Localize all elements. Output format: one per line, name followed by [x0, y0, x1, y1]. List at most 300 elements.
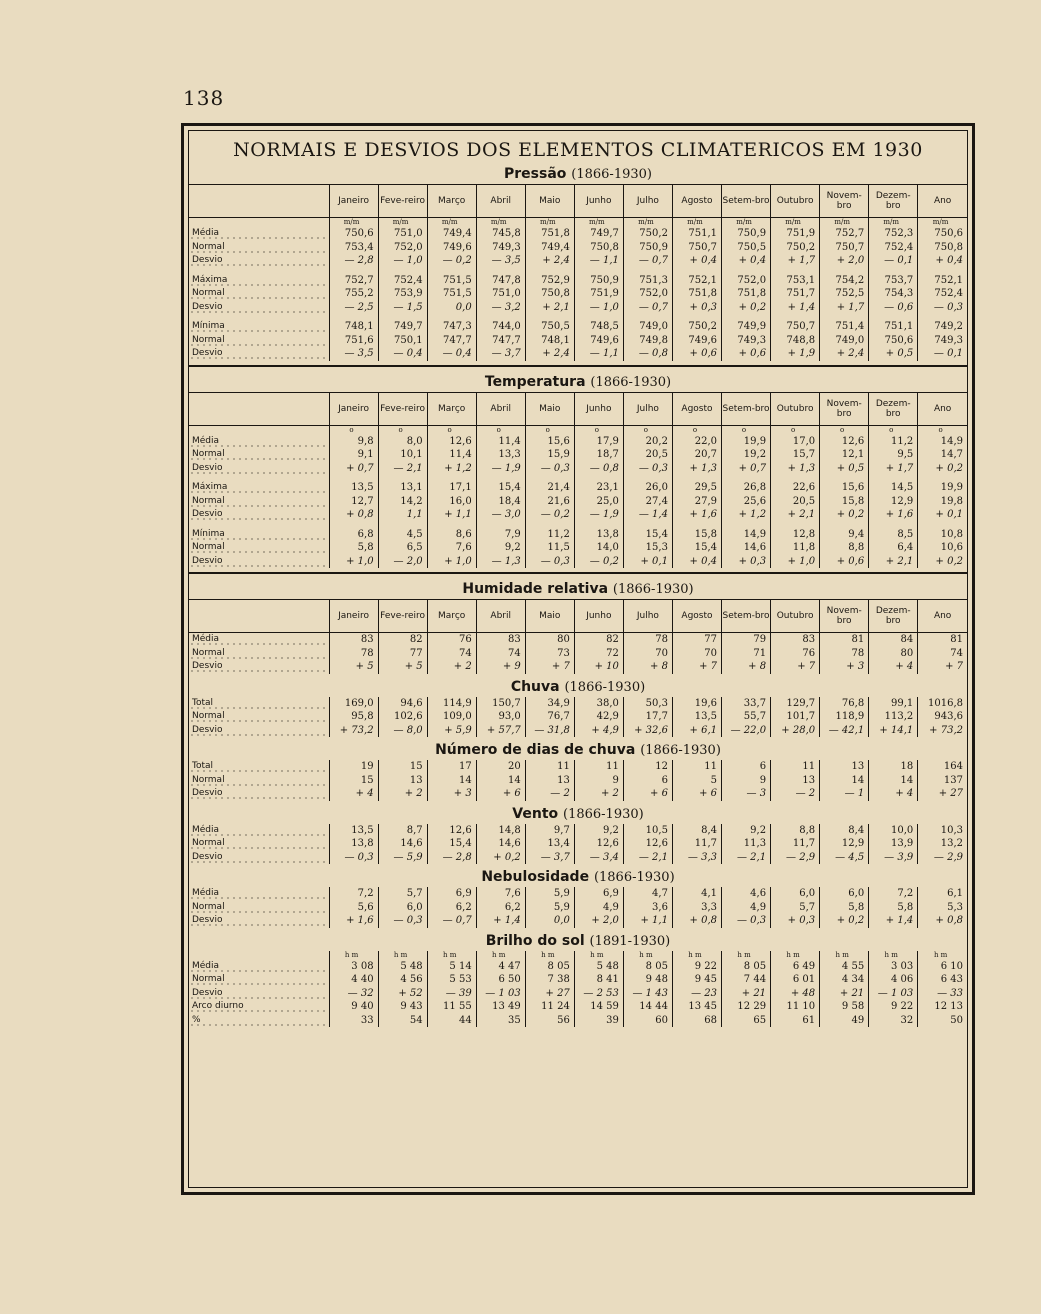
value-cell: 12,6 — [427, 435, 476, 449]
table-chuva — [189, 697, 967, 738]
value-cell: + 1,4 — [771, 301, 820, 315]
climate-table-frame — [181, 123, 975, 1195]
value-cell: 752,3 — [869, 227, 918, 241]
value-cell: 4 06 — [869, 973, 918, 987]
value-cell: 749,6 — [427, 241, 476, 255]
unit-cell: m/m — [476, 218, 525, 228]
value-cell: 11,2 — [869, 435, 918, 449]
unit-cell: o — [574, 425, 623, 435]
value-cell: 99,1 — [869, 697, 918, 711]
data-row — [189, 495, 967, 509]
table-pressao — [189, 184, 967, 361]
value-cell: 6 01 — [771, 973, 820, 987]
value-cell: 8,4 — [672, 824, 721, 838]
value-cell: 8 05 — [722, 960, 771, 974]
data-row — [189, 901, 967, 915]
unit-cell: o — [771, 425, 820, 435]
value-cell: 56 — [525, 1014, 574, 1028]
value-cell: 78 — [623, 633, 672, 647]
value-cell: 109,0 — [427, 710, 476, 724]
value-cell: 753,1 — [771, 274, 820, 288]
value-cell: 750,8 — [525, 287, 574, 301]
value-cell: 7 44 — [722, 973, 771, 987]
value-cell: 9,2 — [722, 824, 771, 838]
value-cell: — 2,0 — [378, 555, 427, 569]
month-header: Junho — [574, 392, 623, 425]
value-cell: 751,1 — [869, 320, 918, 334]
value-cell: 749,8 — [623, 334, 672, 348]
value-cell: 14,8 — [476, 824, 525, 838]
value-cell: — 0,8 — [623, 347, 672, 361]
value-cell: 7 38 — [525, 973, 574, 987]
row-label: Média — [189, 887, 329, 901]
row-label: Média — [189, 633, 329, 647]
row-label: Normal — [189, 241, 329, 255]
row-label: Desvio — [189, 987, 329, 1001]
value-cell: 26,8 — [722, 481, 771, 495]
value-cell: + 6,1 — [672, 724, 721, 738]
section-title — [189, 932, 967, 951]
value-cell: 12,7 — [329, 495, 378, 509]
value-cell: 15,9 — [525, 448, 574, 462]
data-row — [189, 660, 967, 674]
value-cell: 29,5 — [672, 481, 721, 495]
value-cell: + 9 — [476, 660, 525, 674]
value-cell: 745,8 — [476, 227, 525, 241]
value-cell: 5,9 — [525, 887, 574, 901]
value-cell: 113,2 — [869, 710, 918, 724]
unit-cell: m/m — [378, 218, 427, 228]
data-row — [189, 320, 967, 334]
row-label: Desvio — [189, 508, 329, 522]
value-cell: 14,6 — [378, 837, 427, 851]
value-cell: 11,8 — [771, 541, 820, 555]
data-row — [189, 1014, 967, 1028]
value-cell: — 1,9 — [476, 462, 525, 476]
month-header: Maio — [525, 600, 574, 633]
value-cell: + 0,1 — [918, 508, 967, 522]
value-cell: 12,8 — [771, 528, 820, 542]
section-title — [189, 365, 967, 392]
value-cell: 50 — [918, 1014, 967, 1028]
value-cell: 15,7 — [771, 448, 820, 462]
value-cell: + 2 — [378, 787, 427, 801]
value-cell: + 4 — [869, 787, 918, 801]
unit-cell: m/m — [771, 218, 820, 228]
value-cell: 9,2 — [476, 541, 525, 555]
value-cell: 9 58 — [820, 1000, 869, 1014]
value-cell: 5,8 — [820, 901, 869, 915]
value-cell: 752,4 — [869, 241, 918, 255]
value-cell: 751,1 — [672, 227, 721, 241]
unit-cell: o — [722, 425, 771, 435]
value-cell: — 0,3 — [525, 555, 574, 569]
value-cell: — 0,4 — [427, 347, 476, 361]
value-cell: 750,6 — [329, 227, 378, 241]
value-cell: 750,9 — [722, 227, 771, 241]
unit-cell: m/m — [820, 218, 869, 228]
value-cell: 101,7 — [771, 710, 820, 724]
value-cell: + 1,7 — [771, 254, 820, 268]
value-cell: 3,3 — [672, 901, 721, 915]
value-cell: — 2,8 — [329, 254, 378, 268]
value-cell: + 1,4 — [869, 914, 918, 928]
section-period: (1866-1930) — [612, 582, 694, 597]
value-cell: 4 40 — [329, 973, 378, 987]
value-cell: — 0,3 — [378, 914, 427, 928]
month-header: Julho — [623, 392, 672, 425]
section-chuva — [189, 678, 967, 738]
value-cell: 17,9 — [574, 435, 623, 449]
month-header: Feve-reiro — [378, 392, 427, 425]
value-cell: 749,0 — [623, 320, 672, 334]
value-cell: — 2 — [771, 787, 820, 801]
month-header: Novem-bro — [820, 600, 869, 633]
data-row — [189, 462, 967, 476]
value-cell: — 1,3 — [476, 555, 525, 569]
value-cell: 14 — [476, 774, 525, 788]
unit-cell: o — [820, 425, 869, 435]
value-cell: + 0,6 — [672, 347, 721, 361]
value-cell: — 3 — [722, 787, 771, 801]
month-header: Maio — [525, 185, 574, 218]
row-label: Média — [189, 227, 329, 241]
value-cell: + 1,0 — [329, 555, 378, 569]
value-cell: 13,5 — [672, 710, 721, 724]
data-row — [189, 987, 967, 1001]
value-cell: 44 — [427, 1014, 476, 1028]
value-cell: 747,7 — [427, 334, 476, 348]
value-cell: — 0,6 — [869, 301, 918, 315]
month-header: Dezem-bro — [869, 600, 918, 633]
value-cell: 6 43 — [918, 973, 967, 987]
value-cell: 751,9 — [771, 227, 820, 241]
value-cell: 16,0 — [427, 495, 476, 509]
value-cell: + 7 — [672, 660, 721, 674]
section-brilho — [189, 932, 967, 1028]
value-cell: 6,1 — [918, 887, 967, 901]
value-cell: — 2,5 — [329, 301, 378, 315]
value-cell: 7,2 — [869, 887, 918, 901]
value-cell: + 1,3 — [771, 462, 820, 476]
data-row — [189, 347, 967, 361]
value-cell: 13,8 — [329, 837, 378, 851]
value-cell: 32 — [869, 1014, 918, 1028]
value-cell: + 0,4 — [672, 555, 721, 569]
value-cell: 9,8 — [329, 435, 378, 449]
value-cell: 748,1 — [329, 320, 378, 334]
value-cell: — 3,7 — [476, 347, 525, 361]
value-cell: 4 56 — [378, 973, 427, 987]
value-cell: 14 — [820, 774, 869, 788]
value-cell: + 0,4 — [918, 254, 967, 268]
data-row — [189, 824, 967, 838]
value-cell: 81 — [820, 633, 869, 647]
value-cell: 749,4 — [427, 227, 476, 241]
section-vento — [189, 805, 967, 865]
row-label: Desvio — [189, 787, 329, 801]
value-cell: 3 03 — [869, 960, 918, 974]
data-row — [189, 241, 967, 255]
value-cell: 752,0 — [722, 274, 771, 288]
row-label: Normal — [189, 901, 329, 915]
row-label: Desvio — [189, 301, 329, 315]
value-cell: + 57,7 — [476, 724, 525, 738]
value-cell: — 2,8 — [427, 851, 476, 865]
value-cell: + 73,2 — [918, 724, 967, 738]
section-title-text: Vento — [512, 805, 559, 822]
header-row — [189, 185, 967, 218]
month-header: Dezem-bro — [869, 185, 918, 218]
value-cell: 13 — [378, 774, 427, 788]
value-cell: 754,2 — [820, 274, 869, 288]
value-cell: 14,6 — [476, 837, 525, 851]
month-header: Junho — [574, 600, 623, 633]
value-cell: 83 — [329, 633, 378, 647]
value-cell: 8,6 — [427, 528, 476, 542]
value-cell: 0,0 — [427, 301, 476, 315]
value-cell: + 1,4 — [476, 914, 525, 928]
section-temperatura — [189, 365, 967, 569]
row-label: Desvio — [189, 851, 329, 865]
value-cell: 749,3 — [476, 241, 525, 255]
value-cell: 15,6 — [820, 481, 869, 495]
value-cell: 71 — [722, 647, 771, 661]
value-cell: 14,5 — [869, 481, 918, 495]
value-cell: 13,8 — [574, 528, 623, 542]
value-cell: 6 — [623, 774, 672, 788]
value-cell: 14 59 — [574, 1000, 623, 1014]
table-brilho — [189, 951, 967, 1028]
value-cell: 0,0 — [525, 914, 574, 928]
value-cell: 5,9 — [525, 901, 574, 915]
value-cell: 5,7 — [378, 887, 427, 901]
value-cell: — 1 43 — [623, 987, 672, 1001]
value-cell: 15,4 — [476, 481, 525, 495]
section-title-text: Nebulosidade — [481, 869, 590, 885]
value-cell: 93,0 — [476, 710, 525, 724]
month-header: Março — [427, 600, 476, 633]
value-cell: 9 — [722, 774, 771, 788]
section-period: (1866-1930) — [563, 806, 644, 822]
row-label: Mínima — [189, 320, 329, 334]
section-period: (1866-1930) — [571, 167, 652, 182]
month-header: Janeiro — [329, 600, 378, 633]
value-cell: + 5 — [378, 660, 427, 674]
value-cell: 5,8 — [869, 901, 918, 915]
value-cell: 752,1 — [672, 274, 721, 288]
value-cell: + 0,2 — [918, 462, 967, 476]
value-cell: + 0,4 — [672, 254, 721, 268]
value-cell: 750,5 — [722, 241, 771, 255]
value-cell: + 27 — [918, 787, 967, 801]
value-cell: 751,7 — [771, 287, 820, 301]
value-cell: 14 — [869, 774, 918, 788]
row-label: Normal — [189, 495, 329, 509]
row-label: Mínima — [189, 528, 329, 542]
value-cell: 78 — [329, 647, 378, 661]
unit-row — [189, 218, 967, 228]
value-cell: 11,7 — [672, 837, 721, 851]
section-nebulosidade — [189, 868, 967, 928]
value-cell: — 0,3 — [525, 462, 574, 476]
value-cell: + 2,1 — [869, 555, 918, 569]
value-cell: 9 22 — [869, 1000, 918, 1014]
value-cell: 7,9 — [476, 528, 525, 542]
value-cell: 9 22 — [672, 960, 721, 974]
value-cell: + 5,9 — [427, 724, 476, 738]
unit-cell: h m — [623, 951, 672, 960]
value-cell: 8,4 — [820, 824, 869, 838]
value-cell: 14 44 — [623, 1000, 672, 1014]
value-cell: 15,8 — [672, 528, 721, 542]
value-cell: 12 — [623, 760, 672, 774]
value-cell: 19 — [329, 760, 378, 774]
value-cell: + 1,1 — [623, 914, 672, 928]
value-cell: 94,6 — [378, 697, 427, 711]
value-cell: — 0,7 — [623, 254, 672, 268]
value-cell: 25,0 — [574, 495, 623, 509]
value-cell: 72 — [574, 647, 623, 661]
value-cell: 6,5 — [378, 541, 427, 555]
value-cell: 4,5 — [378, 528, 427, 542]
value-cell: 750,7 — [771, 320, 820, 334]
value-cell: 21,4 — [525, 481, 574, 495]
row-label: Desvio — [189, 462, 329, 476]
value-cell: 7,2 — [329, 887, 378, 901]
value-cell: + 2,1 — [525, 301, 574, 315]
value-cell: — 0,8 — [574, 462, 623, 476]
value-cell: 751,8 — [672, 287, 721, 301]
data-row — [189, 960, 967, 974]
row-label: Desvio — [189, 660, 329, 674]
value-cell: 753,9 — [378, 287, 427, 301]
value-cell: 11,4 — [476, 435, 525, 449]
value-cell: 1016,8 — [918, 697, 967, 711]
row-label: Desvio — [189, 347, 329, 361]
data-row — [189, 887, 967, 901]
row-label: Normal — [189, 837, 329, 851]
section-title — [189, 868, 967, 887]
value-cell: 15,4 — [672, 541, 721, 555]
value-cell: 27,4 — [623, 495, 672, 509]
value-cell: — 3,5 — [476, 254, 525, 268]
value-cell: 9 48 — [623, 973, 672, 987]
value-cell: 15 — [378, 760, 427, 774]
value-cell: + 0,5 — [820, 462, 869, 476]
value-cell: 751,5 — [427, 274, 476, 288]
value-cell: 83 — [476, 633, 525, 647]
value-cell: 5,8 — [329, 541, 378, 555]
value-cell: + 21 — [820, 987, 869, 1001]
section-title — [189, 165, 967, 184]
value-cell: 84 — [869, 633, 918, 647]
value-cell: 4 55 — [820, 960, 869, 974]
row-label: Normal — [189, 973, 329, 987]
unit-cell: m/m — [427, 218, 476, 228]
value-cell: + 0,5 — [869, 347, 918, 361]
value-cell: 65 — [722, 1014, 771, 1028]
value-cell: 752,4 — [378, 274, 427, 288]
value-cell: 5,3 — [918, 901, 967, 915]
value-cell: + 0,7 — [722, 462, 771, 476]
value-cell: 749,7 — [574, 227, 623, 241]
value-cell: 750,2 — [771, 241, 820, 255]
value-cell: — 2,9 — [771, 851, 820, 865]
month-header: Novem-bro — [820, 185, 869, 218]
value-cell: 150,7 — [476, 697, 525, 711]
value-cell: 15,4 — [427, 837, 476, 851]
value-cell: 752,0 — [378, 241, 427, 255]
value-cell: 13 45 — [672, 1000, 721, 1014]
value-cell: + 1,0 — [771, 555, 820, 569]
value-cell: 751,4 — [820, 320, 869, 334]
value-cell: + 0,8 — [672, 914, 721, 928]
value-cell: — 1,0 — [378, 254, 427, 268]
value-cell: 18,4 — [476, 495, 525, 509]
unit-cell: o — [525, 425, 574, 435]
value-cell: 8 41 — [574, 973, 623, 987]
value-cell: 13 — [820, 760, 869, 774]
month-header: Setem-bro — [722, 600, 771, 633]
value-cell: — 1,9 — [574, 508, 623, 522]
value-cell: 751,6 — [329, 334, 378, 348]
month-header: Junho — [574, 185, 623, 218]
value-cell: 750,6 — [869, 334, 918, 348]
value-cell: 749,9 — [722, 320, 771, 334]
value-cell: 12,6 — [820, 435, 869, 449]
value-cell: 38,0 — [574, 697, 623, 711]
unit-cell: m/m — [329, 218, 378, 228]
unit-cell: h m — [722, 951, 771, 960]
row-label: Média — [189, 435, 329, 449]
value-cell: 19,9 — [722, 435, 771, 449]
value-cell: 5 48 — [378, 960, 427, 974]
value-cell: 751,8 — [525, 227, 574, 241]
value-cell: 20 — [476, 760, 525, 774]
value-cell: + 3 — [820, 660, 869, 674]
value-cell: — 5,9 — [378, 851, 427, 865]
page-number: 138 — [183, 86, 225, 110]
value-cell: 744,0 — [476, 320, 525, 334]
month-header: Ano — [918, 600, 967, 633]
value-cell: + 0,8 — [329, 508, 378, 522]
value-cell: — 0,3 — [918, 301, 967, 315]
value-cell: 50,3 — [623, 697, 672, 711]
unit-row — [189, 951, 967, 960]
value-cell: 17,7 — [623, 710, 672, 724]
value-cell: 19,2 — [722, 448, 771, 462]
value-cell: 10,0 — [869, 824, 918, 838]
value-cell: — 33 — [918, 987, 967, 1001]
value-cell: 749,6 — [672, 334, 721, 348]
section-title-text: Pressão — [504, 166, 567, 182]
value-cell: + 2,4 — [525, 254, 574, 268]
value-cell: — 22,0 — [722, 724, 771, 738]
value-cell: 750,7 — [672, 241, 721, 255]
value-cell: + 14,1 — [869, 724, 918, 738]
value-cell: 754,3 — [869, 287, 918, 301]
value-cell: + 0,2 — [722, 301, 771, 315]
value-cell: 13,5 — [329, 481, 378, 495]
data-row — [189, 787, 967, 801]
value-cell: 42,9 — [574, 710, 623, 724]
value-cell: — 0,3 — [329, 851, 378, 865]
data-row — [189, 528, 967, 542]
value-cell: 76,7 — [525, 710, 574, 724]
value-cell: + 2,4 — [820, 347, 869, 361]
unit-cell: h m — [427, 951, 476, 960]
